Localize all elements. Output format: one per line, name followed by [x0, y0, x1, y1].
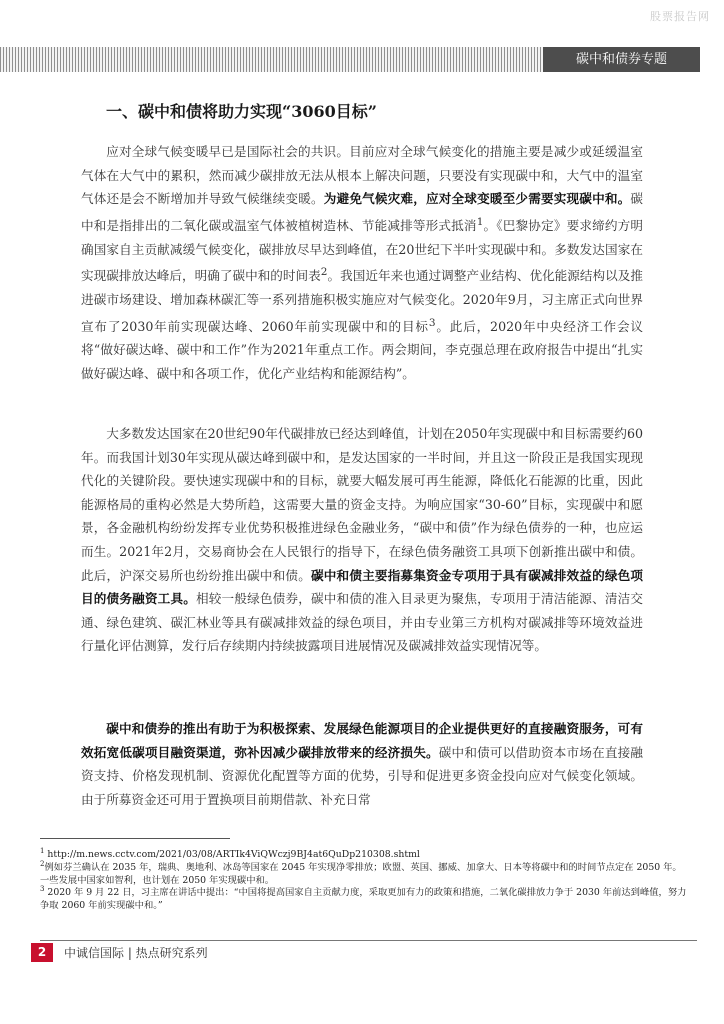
footer-series-label: 中诚信国际 | 热点研究系列 — [64, 946, 208, 960]
paragraph-1-text-b: 碳中和是指排出的二氧化碳或温室气体被植树造林、节能减排等形式抵消 — [81, 191, 644, 233]
watermark: 股票报告网 — [650, 10, 710, 23]
paragraph-2-text-a: 大多数发达国家在20世纪90年代碳排放已经达到峰值，计划在2050年实现碳中和目标需要约60年。而我国计划30年实现从碳达峰到碳中和，是发达国家的一半时间，并且这一阶段正是我国实现现代化的关键阶段。要快速实现碳中和的目标，就要大幅发展可再生能源，降低化石能源的比重，因此能源格局的重构必然是大势所趋，这需要大量的资金支持。为响应国家“30-60”目标，实现碳中和愿景，各金融机构纷纷发挥专业优势积极推进绿色金融业务，“碳中和债”作为绿色债券的一种，也应运而生。2021年2月，交易商协会在人民银行的指导下，在绿色债务融资工具项下创新推出碳中和债。此后，沪深交易所也纷纷推出碳中和债。 — [81, 426, 643, 583]
footnote-ref-1[interactable]: 1 — [476, 215, 484, 228]
paragraph-3-bold: 碳中和债券的推出有助于为积极探索、发展绿色能源项目的企业提供更好的直接融资服务，可有效拓宽低碳项目融资渠道，弥补因减少碳排放带来的经济损失。 — [81, 721, 643, 760]
footnote-divider — [40, 838, 230, 839]
footer-divider — [40, 940, 697, 941]
footnote-ref-2[interactable]: 2 — [320, 266, 328, 279]
paragraph-2 — [81, 422, 643, 658]
paragraph-3-text-a: 碳中和债可以借助资本市场在直接融资支持、价格发现机制、资源优化配置等方面的优势，引导和促进更多资金投向应对气候变化领域。由于所募资金还可用于置换项目前期借款、补充日常 — [81, 744, 644, 807]
footnote-3 — [40, 883, 690, 912]
footnote-3-text: 2020 年 9 月 22 日，习主席在讲话中提出：“中国将提高国家自主贡献力度，采取更加有力的政策和措施，二氧化碳排放力争于 2030 年前达到峰值，努力争取 2060 年前实现碳中和。” — [40, 887, 687, 911]
paragraph-1-text-c: 。《巴黎协定》要求缔约方明确国家自主贡献减缓气候变化，碳排放尽早达到峰值，在20世纪下半叶实现碳中和。多数发达国家在实现碳排放达峰后，明确了碳中和的时间表 — [81, 217, 644, 284]
paragraph-1-bold: 为避免气候灾难，应对全球变暖至少需要实现碳中和。 — [323, 191, 631, 207]
header-topic-label: 碳中和债券专题 — [543, 47, 700, 72]
footnote-ref-3[interactable]: 3 — [428, 316, 436, 329]
footnote-1-link[interactable]: http://m.news.cctv.com/2021/03/08/ARTIk4ViQWczj9BJ4at6QuDp210308.shtml — [44, 849, 420, 861]
footnote-2-mark: 2 — [40, 860, 45, 868]
paragraph-3 — [81, 717, 643, 811]
paragraph-1-text-d: 。我国近年来也通过调整产业结构、优化能源结构以及推进碳市场建设、增加森林碳汇等一系列措施积极实施应对气候变化。2020年9月，习主席正式向世界宣布了2030年前实现碳达峰、2060年前实现碳中和的目标 — [81, 268, 644, 334]
section-title: 一、碳中和债将助力实现“3060目标” — [106, 102, 377, 121]
footnote-2-text: 例如芬兰确认在 2035 年，瑞典、奥地利、冰岛等国家在 2045 年实现净零排放；欧盟、英国、挪威、加拿大、日本等将碳中和的时间节点定在 2050 年。一些发展中国家如智利，也计划在 2050 年实现碳中和。 — [40, 862, 682, 886]
footnote-1-mark: 1 — [40, 847, 45, 855]
paragraph-1-text-a: 应对全球气候变暖早已是国际社会的共识。目前应对全球气候变化的措施主要是减少或延缓温室气体在大气中的累积，然而减少碳排放无法从根本上解决问题，只要没有实现碳中和，大气中的温室气体还是会不断增加并导致气候继续变暖。 — [81, 144, 643, 207]
paragraph-1-text-e: 。此后，2020年中央经济工作会议将“做好碳达峰、碳中和工作”作为2021年重点工作。两会期间，李克强总理在政府报告中提出“扎实做好碳达峰、碳中和各项工作，优化产业结构和能源结构”。 — [81, 318, 643, 381]
page-number: 2 — [31, 943, 53, 962]
paragraph-2-text-b: 相较一般绿色债券，碳中和债的准入目录更为聚焦，专项用于清洁能源、清洁交通、绿色建筑、碳汇林业等具有碳减排效益的绿色项目，并由专业第三方机构对碳减排等环境效益进行量化评估测算，发行后存续期内持续披露项目进展情况及碳减排效益实现情况等。 — [81, 591, 644, 654]
footnote-3-mark: 3 — [40, 885, 45, 893]
paragraph-2-bold: 碳中和债主要指募集资金专项用于具有碳减排效益的绿色项目的债务融资工具。 — [81, 567, 644, 607]
paragraph-1 — [81, 140, 643, 386]
